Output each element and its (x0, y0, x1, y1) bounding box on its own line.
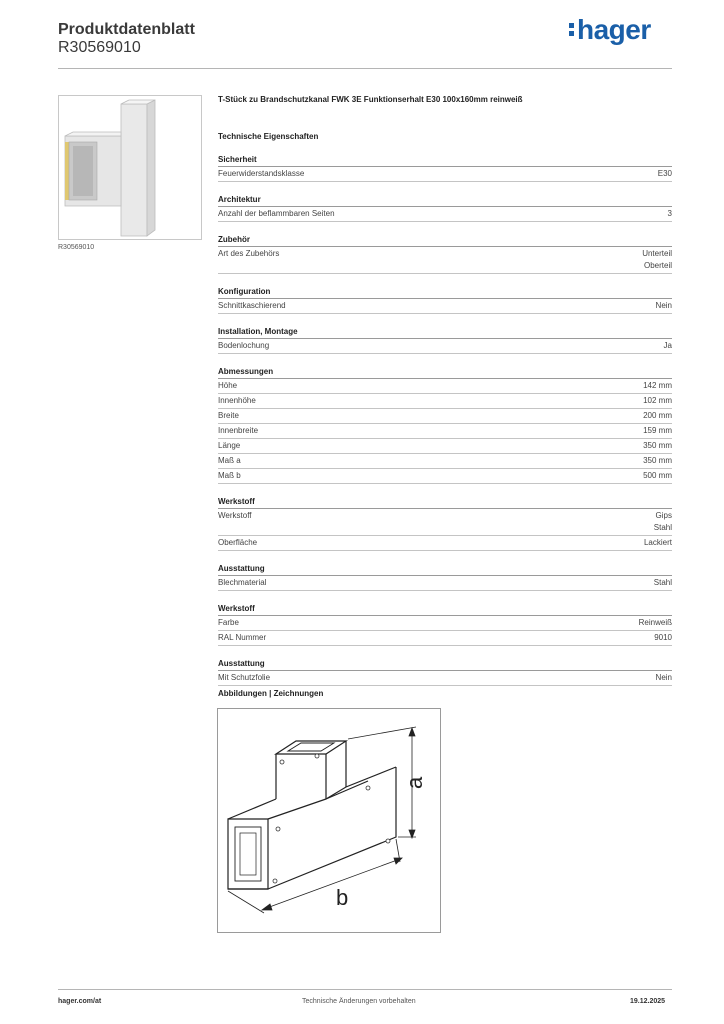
property-row (218, 536, 672, 551)
property-label: Maß b (218, 471, 241, 480)
property-value-line: 350 mm (643, 441, 672, 450)
property-row (218, 469, 672, 484)
product-id: R30569010 (58, 39, 141, 56)
property-label: Schnittkaschierend (218, 301, 286, 310)
property-label: Länge (218, 441, 241, 450)
logo-dots-icon (569, 17, 575, 39)
section-title: Installation, Montage (218, 327, 672, 339)
footer-website[interactable]: hager.com/at (58, 998, 102, 1005)
property-label: Anzahl der beflammbaren Seiten (218, 209, 335, 218)
property-value (643, 395, 672, 407)
property-value (654, 632, 672, 644)
property-label: Werkstoff (218, 511, 252, 520)
property-value-line: Stahl (653, 578, 672, 587)
property-label: Art des Zubehörs (218, 249, 280, 258)
property-section (218, 497, 672, 551)
property-row (218, 424, 672, 439)
property-value (656, 672, 672, 684)
property-value-line: Unterteil (642, 249, 672, 258)
property-value-line: 159 mm (643, 426, 672, 435)
hager-logo (569, 14, 651, 46)
footer-note: Technische Änderungen vorbehalten (302, 998, 416, 1005)
header-divider (58, 68, 672, 69)
section-title: Konfiguration (218, 287, 672, 299)
property-value (654, 510, 672, 534)
property-value-line: Nein (655, 673, 672, 682)
product-description: T-Stück zu Brandschutzkanal FWK 3E Funktionserhalt E30 100x160mm reinweiß (218, 95, 523, 104)
property-row (218, 409, 672, 424)
property-value-line: Reinweiß (638, 618, 672, 627)
section-title: Werkstoff (218, 497, 672, 509)
property-value-line: E30 (657, 169, 672, 178)
section-title: Zubehör (218, 235, 672, 247)
footer-date: 19.12.2025 (630, 998, 666, 1005)
section-title: Ausstattung (218, 564, 672, 576)
property-value (643, 455, 672, 467)
property-value (658, 168, 672, 180)
property-label: Breite (218, 411, 239, 420)
property-section (218, 604, 672, 646)
property-value (643, 425, 672, 437)
property-label: Innenbreite (218, 426, 259, 435)
property-value-line: Lackiert (643, 538, 672, 547)
property-row (218, 454, 672, 469)
property-value (654, 577, 672, 589)
property-value (639, 617, 672, 629)
footer-divider (58, 989, 672, 990)
property-label: Mit Schutzfolie (218, 673, 271, 682)
property-row (218, 207, 672, 222)
property-value (643, 440, 672, 452)
property-value (643, 380, 672, 392)
section-title: Sicherheit (218, 155, 672, 167)
property-label: Bodenlochung (218, 341, 270, 350)
property-section (218, 235, 672, 274)
property-section (218, 564, 672, 591)
section-title: Werkstoff (218, 604, 672, 616)
property-value (642, 248, 672, 272)
content-column (218, 95, 672, 699)
property-row (218, 299, 672, 314)
property-value (643, 410, 672, 422)
logo-text: hager (577, 14, 651, 45)
property-value-line: 9010 (654, 633, 672, 642)
property-label: Blechmaterial (218, 578, 267, 587)
property-section (218, 327, 672, 354)
t-piece-drawing-icon (218, 709, 440, 932)
property-row (218, 631, 672, 646)
property-value-line: 142 mm (643, 381, 672, 390)
section-title: Abmessungen (218, 367, 672, 379)
property-row (218, 167, 672, 182)
property-label: Höhe (218, 381, 238, 390)
property-row (218, 671, 672, 686)
property-section (218, 659, 672, 686)
property-label: Farbe (218, 618, 239, 627)
dimension-drawing (217, 708, 441, 933)
property-value-line: 200 mm (643, 411, 672, 420)
property-row (218, 394, 672, 409)
property-value (664, 340, 672, 352)
section-title: Ausstattung (218, 659, 672, 671)
property-label: RAL Nummer (218, 633, 267, 642)
property-label: Oberfläche (218, 538, 258, 547)
property-row (218, 576, 672, 591)
property-value-line: Gips (655, 511, 672, 520)
property-row (218, 616, 672, 631)
property-value (656, 300, 672, 312)
property-value-line: Oberteil (643, 261, 672, 270)
property-value-line: Ja (663, 341, 672, 350)
property-row (218, 379, 672, 394)
property-value (668, 208, 672, 220)
property-value-line: Nein (655, 301, 672, 310)
dimension-a-label: a (402, 776, 427, 789)
property-label: Innenhöhe (218, 396, 256, 405)
property-label: Feuerwiderstandsklasse (218, 169, 305, 178)
property-row (218, 439, 672, 454)
property-value (644, 537, 672, 549)
drawings-title: Abbildungen | Zeichnungen (218, 689, 324, 698)
product-image (58, 95, 202, 240)
property-section (218, 195, 672, 222)
property-row (218, 339, 672, 354)
property-row (218, 247, 672, 274)
property-label: Maß a (218, 456, 241, 465)
property-value-line: 3 (667, 209, 672, 218)
dimension-b-label: b (336, 885, 349, 910)
property-sections (218, 155, 672, 686)
property-row (218, 509, 672, 536)
property-value-line: 500 mm (643, 471, 672, 480)
product-photo-icon (59, 96, 201, 239)
property-value-line: 350 mm (643, 456, 672, 465)
property-section (218, 367, 672, 484)
property-value-line: 102 mm (643, 396, 672, 405)
tech-heading: Technische Eigenschaften (218, 132, 319, 141)
property-value-line: Stahl (653, 523, 672, 532)
page-title: Produktdatenblatt (58, 21, 195, 38)
section-title: Architektur (218, 195, 672, 207)
property-value (643, 470, 672, 482)
property-section (218, 287, 672, 314)
property-section (218, 155, 672, 182)
image-caption: R30569010 (58, 244, 95, 251)
